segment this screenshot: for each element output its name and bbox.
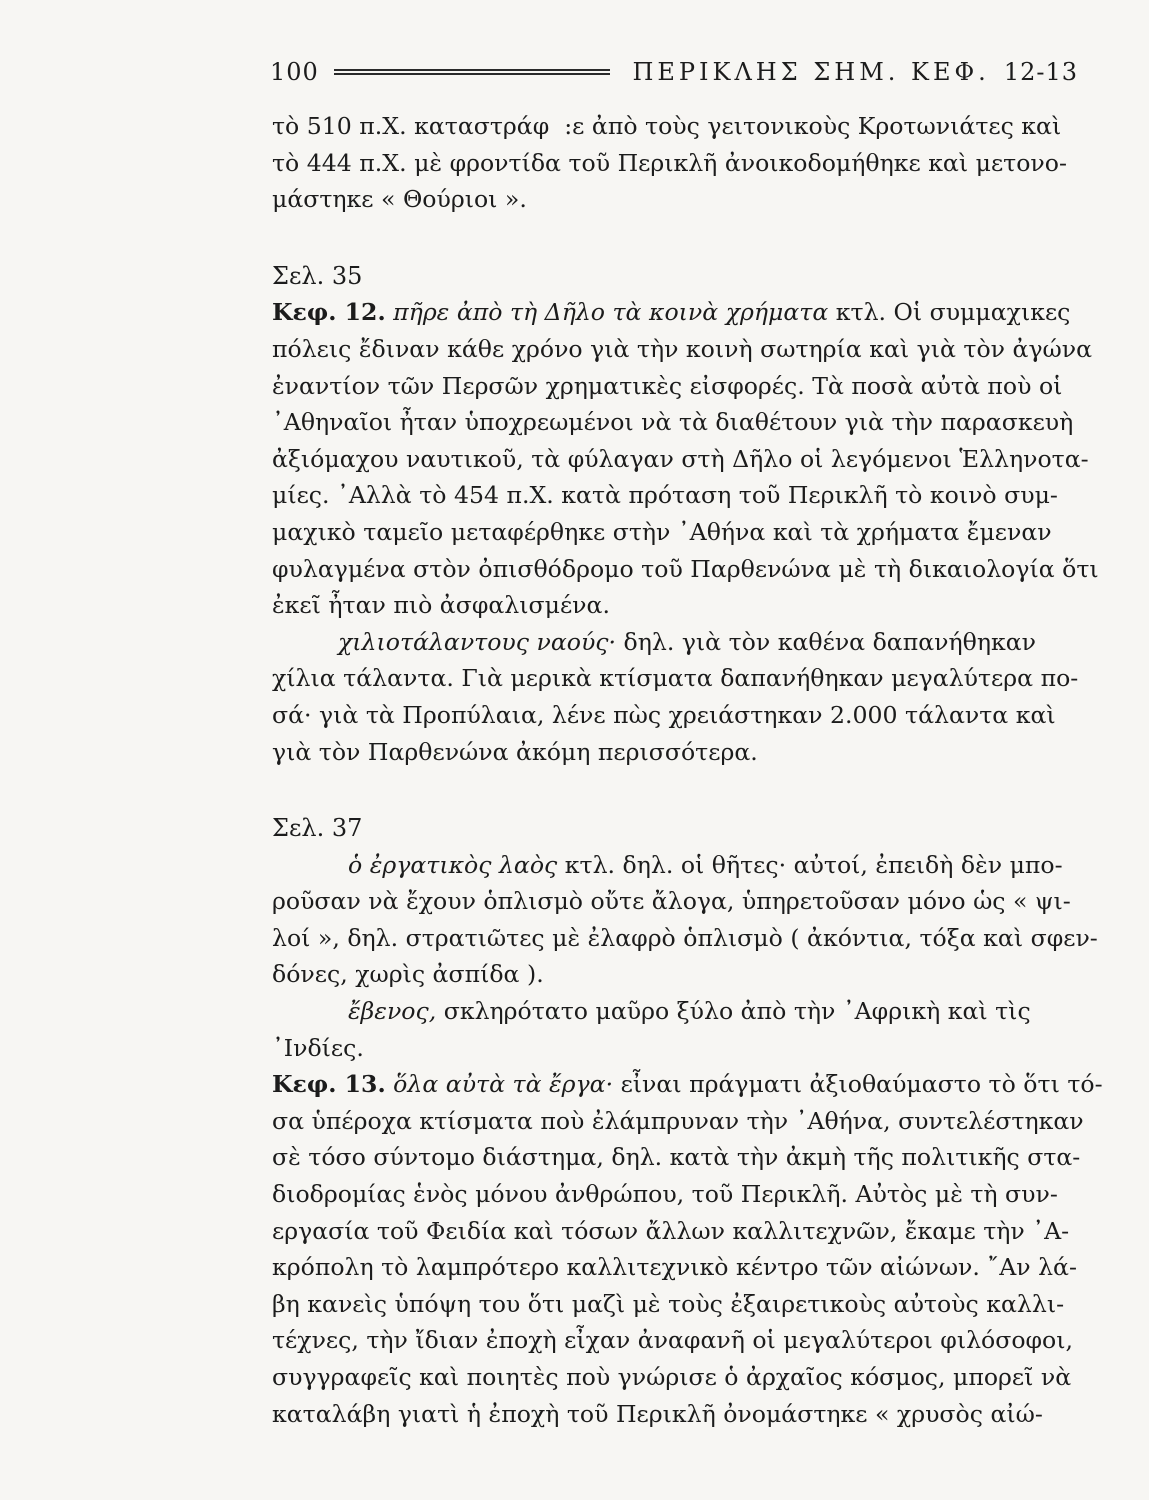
lemma: ὁ ἐργατικὸς λαὸς: [348, 850, 558, 879]
text-line: πόλεις ἔδιναν κάθε χρόνο γιὰ τὴν κοινὴ σωτηρία καὶ γιὰ τὸν ἀγώνα: [272, 334, 1093, 363]
page-number: 100: [270, 58, 319, 86]
lemma: ἔβενος,: [348, 997, 437, 1026]
page-body: [272, 108, 1103, 1432]
text-line: Κεφ. 13. ὅλα αὐτὰ τὰ ἔργα· εἶναι πράγματι ἀξιοθαύμαστο τὸ ὅτι τό-: [272, 1070, 1103, 1099]
text-line: ροῦσαν νὰ ἔχουν ὁπλισμὸ οὔτε ἄλογα, ὑπηρετοῦσαν μόνο ὡς « ψι-: [272, 887, 1071, 916]
text-line: ᾿Αθηναῖοι ἦταν ὑποχρεωμένοι νὰ τὰ διαθέτουν γιὰ τὴν παρασκευὴ: [272, 408, 1074, 437]
text-line: ὁ ἐργατικὸς λαὸς κτλ. δηλ. οἱ θῆτες· αὐτοί, ἐπειδὴ δὲν μπο-: [348, 850, 1063, 879]
text-line: σα ὑπέροχα κτίσματα ποὺ ἐλάμπρυναν τὴν ᾿Αθήνα, συντελέστηκαν: [272, 1106, 1084, 1135]
text-line: διοδρομίας ἑνὸς μόνου ἀνθρώπου, τοῦ Περικλῆ. Αὐτὸς μὲ τὴ συν-: [272, 1180, 1058, 1209]
lemma: χιλιοτάλαντους ναούς·: [338, 627, 617, 656]
header-double-rule: [334, 69, 610, 75]
chapter-label: Κεφ. 12.: [272, 298, 386, 327]
lemma: πῆρε ἀπὸ τὴ Δῆλο τὰ κοινὰ χρήματα: [393, 298, 829, 327]
text-line: εργασία τοῦ Φειδία καὶ τόσων ἄλλων καλλιτεχνῶν, ἔκαμε τὴν ᾿Α-: [272, 1216, 1070, 1245]
chapter-range: 12-13: [1003, 58, 1078, 86]
text-line: ἐναντίον τῶν Περσῶν χρηματικὲς εἰσφορές. Τὰ ποσὰ αὐτὰ ποὺ οἱ: [272, 371, 1063, 400]
text-line: δόνες, χωρὶς ἀσπίδα ).: [272, 960, 544, 989]
lemma: ὅλα αὐτὰ τὰ ἔργα·: [393, 1070, 614, 1099]
chapter-label: Κεφ. 13.: [272, 1070, 386, 1099]
running-header: [270, 52, 1078, 92]
section-heading-35: Σελ. 35: [272, 261, 363, 290]
text-line: φυλαγμένα στὸν ὀπισθόδρομο τοῦ Παρθενώνα μὲ τὴ δικαιολογία ὅτι: [272, 554, 1099, 583]
text-line: σά· γιὰ τὰ Προπύλαια, λένε πὼς χρειάστηκαν 2.000 τάλαντα καὶ: [272, 700, 1056, 729]
text-line: χίλια τάλαντα. Γιὰ μερικὰ κτίσματα δαπανήθηκαν μεγαλύτερα πο-: [272, 664, 1079, 693]
text-line: βη κανεὶς ὑπόψη του ὅτι μαζὶ μὲ τοὺς ἐξαιρετικοὺς αὐτοὺς καλλι-: [272, 1289, 1065, 1318]
running-title: ΠΕΡΙΚΛΗΣ ΣΗΜ. ΚΕΦ.: [632, 58, 990, 86]
text-line: ᾿Ινδίες.: [272, 1033, 364, 1062]
text-line: τὸ 510 π.Χ. καταστράφ :ε ἀπὸ τοὺς γειτονικοὺς Κροτωνιάτες καὶ: [272, 112, 1062, 140]
text-line: γιὰ τὸν Παρθενώνα ἀκόμη περισσότερα.: [272, 737, 758, 766]
text-line: κρόπολη τὸ λαμπρότερο καλλιτεχνικὸ κέντρο τῶν αἰώνων. ῎Αν λά-: [272, 1253, 1077, 1282]
text-line: ἔβενος, σκληρότατο μαῦρο ξύλο ἀπὸ τὴν ᾿Αφρικὴ καὶ τὶς: [348, 997, 1031, 1026]
text-line: ἀξιόμαχου ναυτικοῦ, τὰ φύλαγαν στὴ Δῆλο οἱ λεγόμενοι Ἑλληνοτα-: [272, 444, 1089, 473]
text-line: τὸ 444 π.Χ. μὲ φροντίδα τοῦ Περικλῆ ἀνοικοδομήθηκε καὶ μετονο-: [272, 148, 1067, 177]
text-line: συγγραφεῖς καὶ ποιητὲς ποὺ γνώρισε ὁ ἀρχαῖος κόσμος, μπορεῖ νὰ: [272, 1363, 1072, 1391]
text-line: μάστηκε « Θούριοι ».: [272, 185, 527, 214]
text-line: λοί », δηλ. στρατιῶτες μὲ ἐλαφρὸ ὁπλισμὸ ( ἀκόντια, τόξα καὶ σφεν-: [272, 923, 1098, 952]
text-line: μίες. ᾿Αλλὰ τὸ 454 π.Χ. κατὰ πρόταση τοῦ Περικλῆ τὸ κοινὸ συμ-: [272, 481, 1058, 510]
text-line: ἐκεῖ ἦταν πιὸ ἀσφαλισμένα.: [272, 591, 610, 620]
section-heading-37: Σελ. 37: [272, 814, 363, 843]
text-line: καταλάβη γιατὶ ἡ ἐποχὴ τοῦ Περικλῆ ὀνομάστηκε « χρυσὸς αἰώ-: [272, 1399, 1043, 1428]
text-line: μαχικὸ ταμεῖο μεταφέρθηκε στὴν ᾿Αθήνα καὶ τὰ χρήματα ἔμεναν: [272, 517, 1052, 546]
text-line: Κεφ. 12. πῆρε ἀπὸ τὴ Δῆλο τὰ κοινὰ χρήματα κτλ. Οἱ συμμαχικες: [272, 298, 1071, 327]
text-line: τέχνες, τὴν ἴδιαν ἐποχὴ εἶχαν ἀναφανῆ οἱ μεγαλύτεροι φιλόσοφοι,: [272, 1326, 1074, 1355]
text-line: σὲ τόσο σύντομο διάστημα, δηλ. κατὰ τὴν ἀκμὴ τῆς πολιτικῆς στα-: [272, 1143, 1081, 1172]
text-line: χιλιοτάλαντους ναούς· δηλ. γιὰ τὸν καθένα δαπανήθηκαν: [338, 627, 1037, 656]
